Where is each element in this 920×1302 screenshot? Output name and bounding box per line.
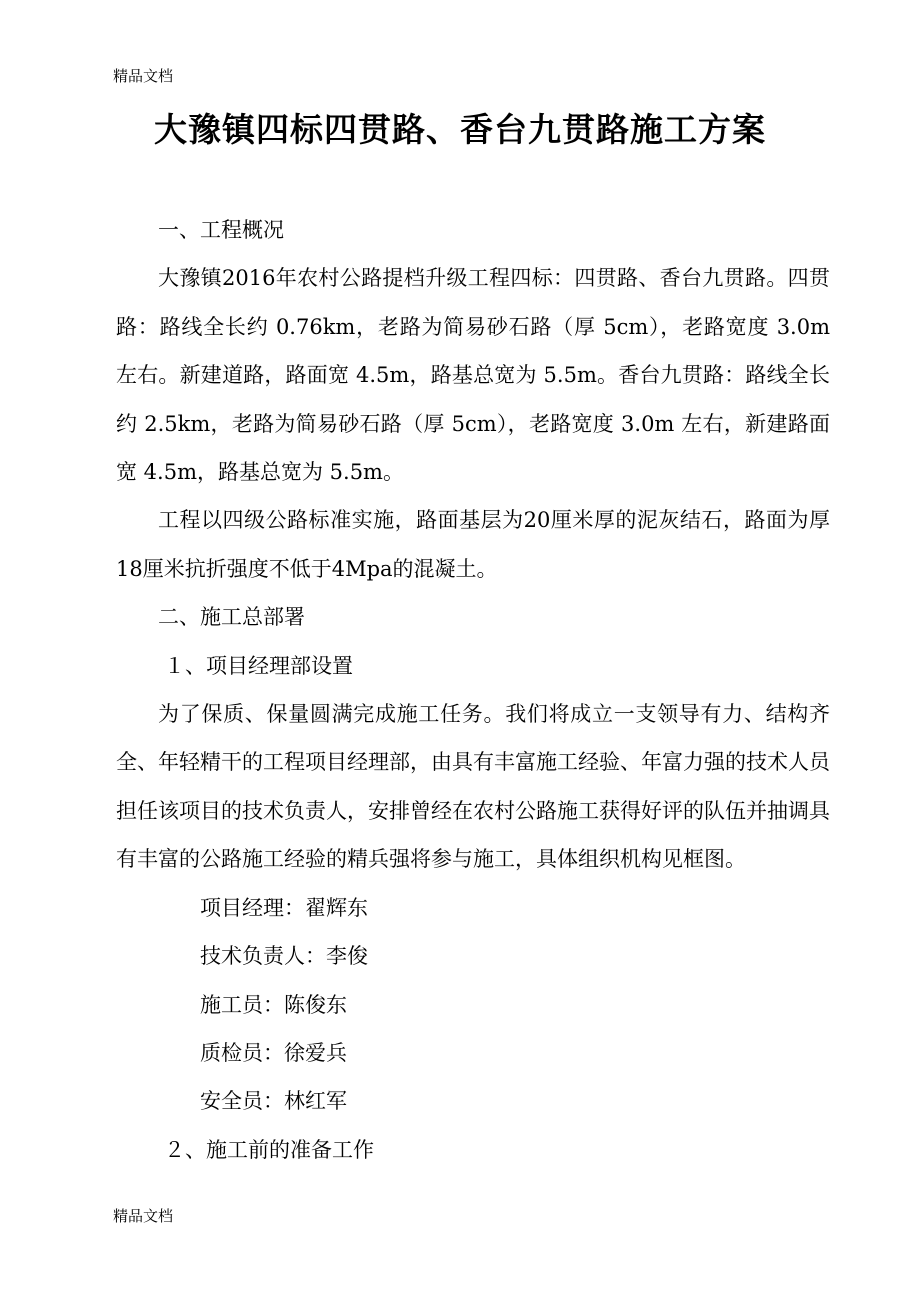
staff-item-constructor: 施工员：陈俊东: [200, 992, 347, 1017]
project-dept-paragraph: 为了保质、保量圆满完成施工任务。我们将成立一支领导有力、结构齐全、年轻精干的工程项目经理部，由具有丰富施工经验、年富力强的技术人员担任该项目的技术负责人，安排曾经在农村公路施工获得好评的队伍并抽调具有丰富的公路施工经验的精兵强将参与施工，具体组织机构见框图。: [116, 702, 830, 872]
page-footer: 精品文档: [113, 1207, 174, 1225]
page-header: 精品文档: [113, 67, 174, 85]
overview-paragraph-2: 工程以四级公路标准实施，路面基层为20厘米厚的泥灰结石，路面为厚18厘米抗折强度不低于4Mpa的混凝土。: [116, 508, 830, 581]
section-heading-overview: 一、工程概况: [158, 218, 284, 242]
subsection-heading-preparation: ２、施工前的准备工作: [164, 1137, 374, 1162]
staff-item-quality-inspector: 质检员：徐爱兵: [200, 1040, 347, 1065]
document-title: 大豫镇四标四贯路、香台九贯路施工方案: [154, 110, 766, 149]
subsection-heading-project-dept: １、项目经理部设置: [164, 653, 353, 678]
staff-item-tech-lead: 技术负责人：李俊: [200, 944, 368, 969]
staff-item-safety-officer: 安全员：林红军: [200, 1089, 347, 1114]
staff-item-manager: 项目经理：翟辉东: [200, 895, 368, 920]
document-body: [116, 206, 830, 1174]
section-heading-deployment: 二、施工总部署: [158, 605, 305, 630]
staff-list: [116, 884, 830, 1126]
overview-paragraph-1: 大豫镇2016年农村公路提档升级工程四标：四贯路、香台九贯路。四贯路：路线全长约 0.76km，老路为简易砂石路（厚 5cm），老路宽度 3.0m 左右。新建道路，路面宽 4.5m，路基总宽为 5.5m。香台九贯路：路线全长约 2.5km，老路为简易砂石路（厚 5cm），老路宽度 3.0m 左右，新建路面宽 4.5m，路基总宽为 5.5m。: [116, 266, 830, 485]
